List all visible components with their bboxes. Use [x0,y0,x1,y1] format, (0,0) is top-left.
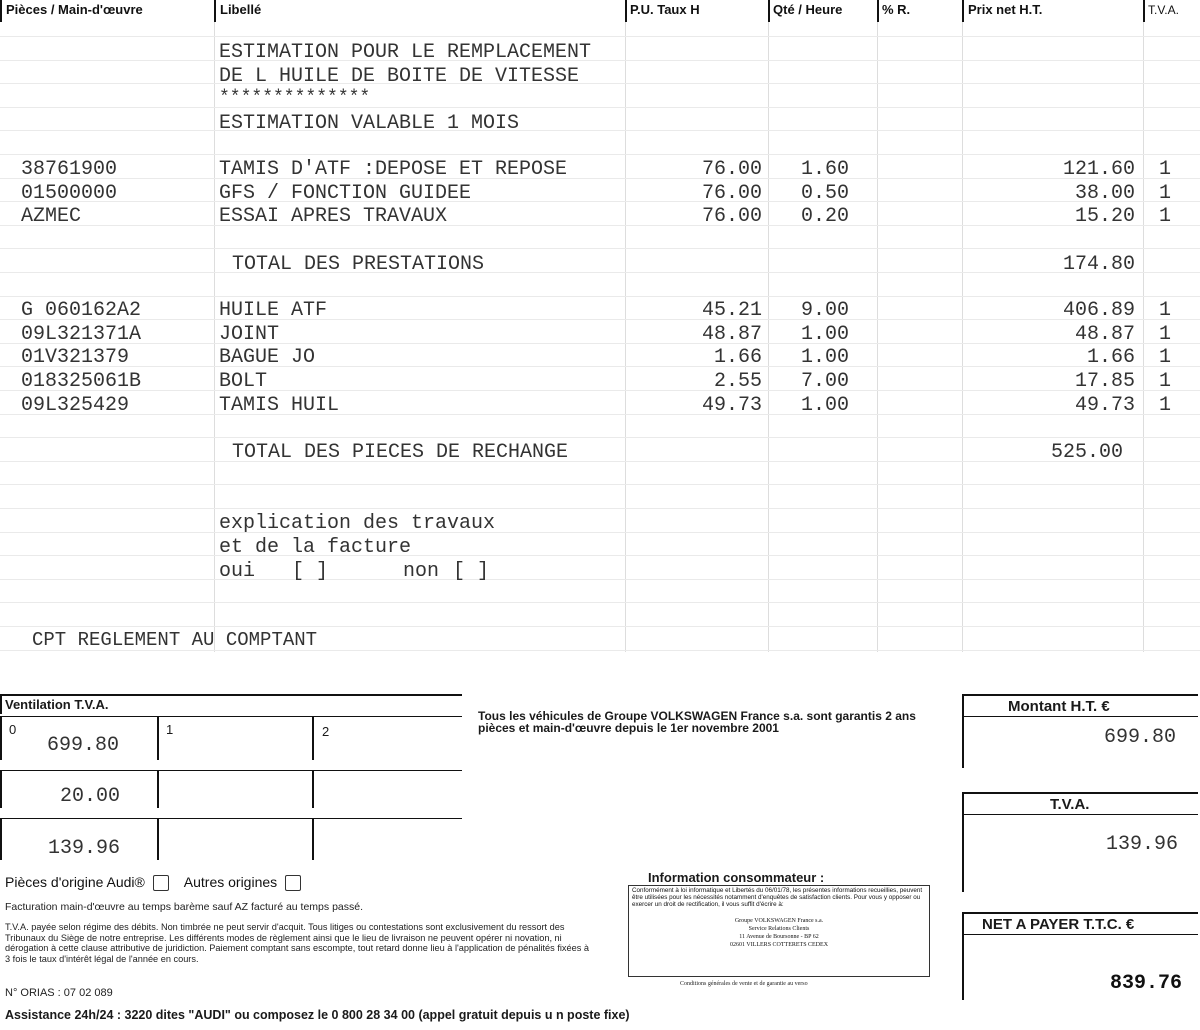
line-net-price: 121.60 [1062,158,1135,181]
line-quantity: 1.00 [801,322,850,346]
grid-column-line [1143,22,1144,652]
guarantee-text: Tous les véhicules de Groupe VOLKSWAGEN France s.a. sont garantis 2 ans pièces et main-d'œuvre depuis le 1er novembre 2001 [478,709,916,735]
line-ref: G 060162A2 [21,299,142,322]
line-ref: 01V321379 [21,346,130,370]
line-quantity: 1.60 [801,158,850,181]
labour-total-label: TOTAL DES PRESTATIONS [232,253,485,276]
line-net-price: 17.85 [1074,370,1135,394]
origin-other-checkbox[interactable] [285,875,301,891]
grid-row-line [0,484,1200,485]
grid-column-line [214,22,215,652]
grid-row-line [0,60,1200,61]
line-net-price: 15.20 [1074,205,1135,228]
explanation-non-box: [ ] [453,560,490,583]
header-qte: Qté / Heure [773,2,843,17]
grid-row-line [0,532,1200,533]
vat-rate: 20.00 [60,785,121,808]
line-tva-code: 1 [1159,346,1172,370]
total-ttc-value: 839.76 [1109,972,1182,995]
intro-line-2: DE L HUILE DE BOITE DE VITESSE [219,65,580,88]
line-ref: 09L325429 [21,393,130,417]
grid-row-line [0,579,1200,580]
total-tva-value: 139.96 [1105,833,1178,856]
line-quantity: 9.00 [801,299,850,322]
grid-row-line [0,602,1200,603]
consumer-title: Information consommateur : [648,870,825,885]
vat-col-2: 2 [322,724,330,739]
line-label: TAMIS D'ATF :DEPOSE ET REPOSE [219,158,568,181]
line-tva-code: 1 [1159,299,1172,322]
parts-total-label: TOTAL DES PIECES DE RECHANGE [232,441,569,464]
origin-other-label: Autres origines [183,874,278,890]
intro-line-1: ESTIMATION POUR LE REMPLACEMENT [219,41,592,64]
line-ref: 38761900 [21,158,118,181]
explanation-oui: oui [219,560,256,583]
line-label: GFS / FONCTION GUIDEE [219,181,472,205]
grid-row-line [0,36,1200,37]
vat-col-0: 0 [9,722,17,737]
line-unit-price: 49.73 [701,393,762,417]
intro-line-4: ESTIMATION VALABLE 1 MOIS [219,112,520,135]
line-tva-code: 1 [1159,370,1172,394]
labour-total-value: 174.80 [1062,253,1135,276]
line-unit-price: 48.87 [701,322,762,346]
grid-column-line [625,22,626,652]
line-label: JOINT [219,322,280,346]
explanation-non: non [403,560,440,583]
line-label: BAGUE JO [219,346,316,370]
line-net-price: 49.73 [1074,393,1135,417]
line-quantity: 7.00 [801,370,850,394]
header-remise: % R. [882,2,911,17]
total-ht-value: 699.80 [1103,726,1176,749]
consumer-footer: Conditions générales de vente et de garantie au verso [680,981,808,987]
grid-row-line [0,130,1200,131]
line-ref: 09L321371A [21,322,142,346]
line-ref: 01500000 [21,181,118,205]
grid-row-line [0,626,1200,627]
line-quantity: 1.00 [801,393,850,417]
origin-audi-checkbox[interactable] [153,875,169,891]
grid-column-line [877,22,878,652]
line-label: TAMIS HUIL [219,393,340,417]
line-label: ESSAI APRES TRAVAUX [219,205,448,228]
line-tva-code: 1 [1159,205,1172,228]
origin-audi-label: Pièces d'origine Audi® [5,874,145,890]
consumer-box [628,885,930,977]
explanation-oui-box: [ ] [292,560,329,583]
grid-row-line [0,437,1200,438]
orias-number: N° ORIAS : 07 02 089 [5,987,113,999]
explanation-line-1: explication des travaux [219,512,496,535]
grid-row-line [0,508,1200,509]
line-net-price: 38.00 [1074,181,1135,205]
header-pu: P.U. Taux H [630,2,700,17]
legal-line-1: Facturation main-d'œuvre au temps barème sauf AZ facturé au temps passé. [5,901,363,913]
line-quantity: 1.00 [801,346,850,370]
vat-amount: 139.96 [48,837,121,860]
line-net-price: 1.66 [1086,346,1135,370]
total-ht-label: Montant H.T. € [1008,698,1110,715]
line-quantity: 0.20 [801,205,850,228]
header-prix: Prix net H.T. [968,2,1043,17]
vat-col-1: 1 [166,722,174,737]
line-tva-code: 1 [1159,181,1172,205]
total-tva-label: T.V.A. [1050,796,1090,813]
grid-row-line [0,296,1200,297]
line-quantity: 0.50 [801,181,850,205]
header-tva: T.V.A. [1148,3,1179,17]
consumer-addr-2: Service Relations Clients [748,926,810,932]
grid-column-line [768,22,769,652]
vat-title: Ventilation T.V.A. [5,697,109,712]
parts-total-value: 525.00 [1050,441,1123,464]
line-net-price: 48.87 [1074,322,1135,346]
consumer-addr-3: 11 Avenue de Boursonne - BP 62 [739,934,819,940]
line-label: BOLT [219,370,268,394]
legal-line-2: T.V.A. payée selon régime des débits. Non timbrée ne peut servir d'acquit. Tous litiges ou contestations sont exclusivement du ressort des Tribunaux du Siège de notre entreprise. Les différents modes de règlement ainsi que le lieu de livraison ne peuvent opérer ni novation, ni dérogation à cette clause attributive de juridiction. Paiement comptant sans escompte, tout retard donne lieu à l'application de pénalités fixées à 3 fois le taux d'intérêt légal de l'année en cours. [5,922,589,964]
line-unit-price: 45.21 [701,299,762,322]
consumer-text: Conformément à loi informatique et Libertés du 06/01/78, les présentes informations recueillies, peuvent être utilisées pour les nécessités notamment d'enquêtes de satisfaction clients. Pour vous y opposer ou exercer un droit de rectification, il vous suffit d'écrire à: [632,887,923,908]
header-libelle: Libellé [220,2,262,17]
origin-row [5,874,301,891]
grid-row-line [0,555,1200,556]
grid-column-line [962,22,963,652]
line-tva-code: 1 [1159,158,1172,181]
line-tva-code: 1 [1159,393,1172,417]
consumer-addr-1: Groupe VOLKSWAGEN France s.a. [734,918,824,924]
payment-mode: CPT REGLEMENT AU COMPTANT [32,629,318,651]
line-unit-price: 76.00 [701,181,762,205]
line-ref: 018325061B [21,370,142,394]
line-unit-price: 1.66 [713,346,762,370]
line-tva-code: 1 [1159,322,1172,346]
header-pieces: Pièces / Main-d'œuvre [6,2,143,17]
line-net-price: 406.89 [1062,299,1135,322]
line-unit-price: 76.00 [701,158,762,181]
line-unit-price: 76.00 [701,205,762,228]
grid-row-line [0,107,1200,108]
assistance-line: Assistance 24h/24 : 3220 dites "AUDI" ou composez le 0 800 28 34 00 (appel gratuit depuis u n poste fixe) [5,1008,630,1022]
consumer-addr-4: 02601 VILLERS COTTERETS CEDEX [729,942,829,948]
grid-row-line [0,248,1200,249]
grid-row-line [0,83,1200,84]
total-ttc-label: NET A PAYER T.T.C. € [982,916,1135,933]
vat-base: 699.80 [47,734,120,757]
intro-line-3: ************** [219,88,371,108]
line-label: HUILE ATF [219,299,328,322]
line-unit-price: 2.55 [713,370,762,394]
grid-row-line [0,154,1200,155]
line-ref: AZMEC [21,205,82,228]
explanation-line-2: et de la facture [219,536,412,559]
